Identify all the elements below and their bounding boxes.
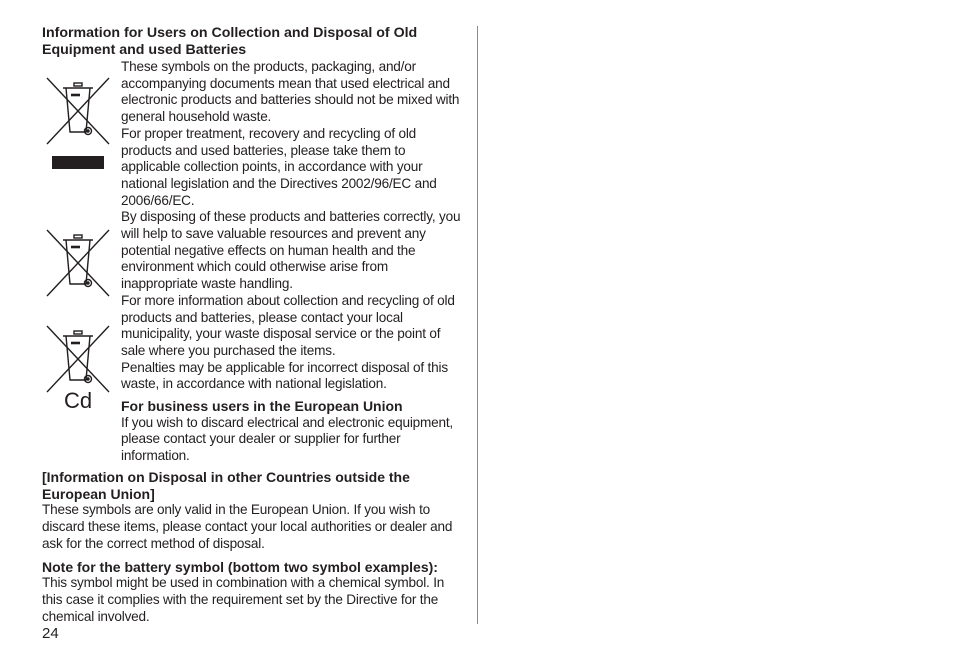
crossed-out-wheelie-bin-icon xyxy=(45,76,111,146)
paragraph: These symbols are only valid in the European Union. If you wish to discard these items, please contact your local authorities or dealer and ask for the correct method of disposal. xyxy=(42,502,453,551)
paragraph: For more information about collection and recycling of old products and batteries, please contact your local municipality, your waste disposal service or the point of sale where you purchased the items. xyxy=(121,292,455,358)
heading-line: Equipment and used Batteries xyxy=(42,42,247,58)
black-bar-marker xyxy=(52,156,104,169)
outside-eu-heading: [Information on Disposal in other Countries outside the European Union] xyxy=(42,469,410,502)
paragraph: By disposing of these products and batteries correctly, you will help to save valuable resources and prevent any potential negative effects on human health and the environment which could otherwise arise from inappropriate waste handling. xyxy=(121,209,461,292)
page-number: 24 xyxy=(42,625,59,642)
paragraph: These symbols on the products, packaging, and/or accompanying documents mean that used electrical and electronic products and batteries should not be mixed with general household waste. xyxy=(121,59,460,125)
column-divider xyxy=(477,26,478,624)
heading-line: Information for Users on Collection and Disposal of Old xyxy=(42,25,418,41)
crossed-out-wheelie-bin-icon xyxy=(45,324,111,394)
battery-note-heading: Note for the battery symbol (bottom two symbol examples): xyxy=(42,558,438,575)
business-users-heading: For business users in the European Union xyxy=(121,398,403,415)
crossed-out-wheelie-bin-icon xyxy=(45,228,111,298)
paragraph: If you wish to discard electrical and electronic equipment, please contact your dealer or supplier for further information. xyxy=(121,414,453,464)
disposal-body-text xyxy=(121,59,473,465)
section-heading xyxy=(42,25,472,59)
paragraph: Penalties may be applicable for incorrect disposal of this waste, in accordance with national legislation. xyxy=(121,359,448,392)
paragraph: This symbol might be used in combination with a chemical symbol. In this case it complies with the requirement set by the Directive for the chemical involved. xyxy=(42,575,445,624)
lower-section xyxy=(42,469,467,625)
paragraph: For proper treatment, recovery and recycling of old products and used batteries, please take them to applicable collection points, in accordance with your national legislation and the Directives 2002/96/EC and 2006/66/EC. xyxy=(121,125,437,208)
chemical-symbol: Cd xyxy=(64,388,93,413)
